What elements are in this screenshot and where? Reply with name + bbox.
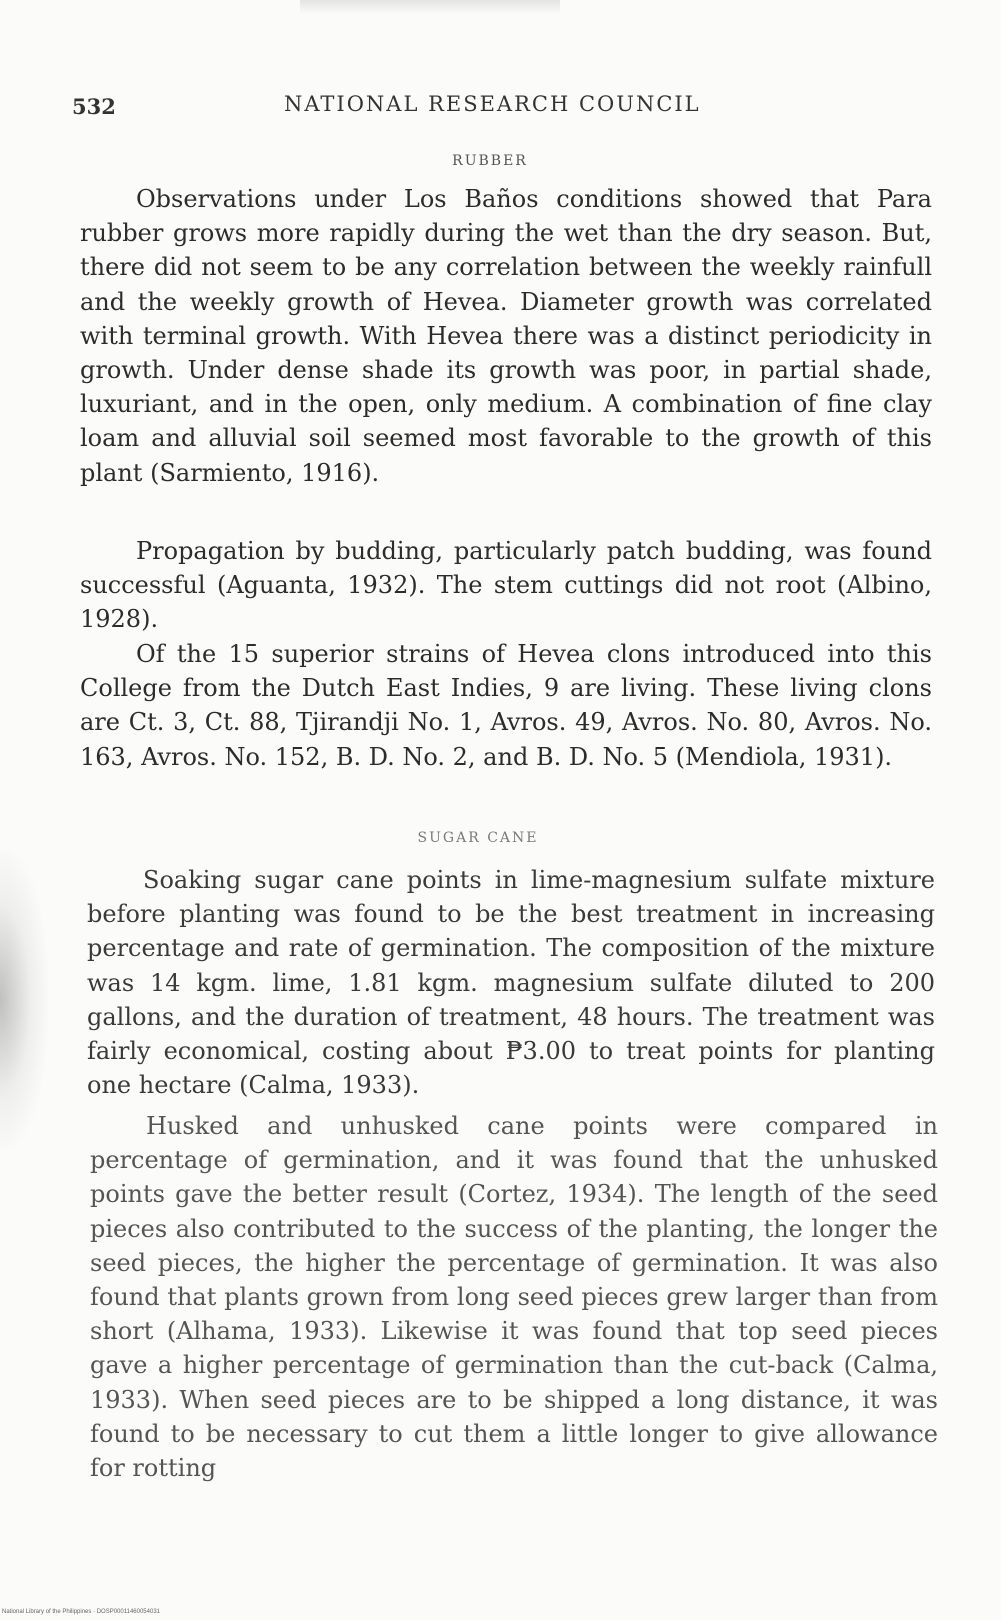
scan-shadow-left [0, 850, 48, 1150]
running-head: NATIONAL RESEARCH COUNCIL [284, 92, 701, 116]
paragraph-text: Propagation by budding, particularly patch budding, was found successful (Aguanta, 1932). The stem cuttings did not root (Albino, 1928). [80, 537, 932, 634]
paragraph [80, 534, 932, 637]
section-title-sugar-cane: SUGAR CANE [417, 830, 539, 846]
paragraph-text: Of the 15 superior strains of Hevea clons introduced into this College from the Dutch East Indies, 9 are living. These living clons are Ct. 3, Ct. 88, Tjirandji No. 1, Avros. 49, Avros. No. 80, Avros. No. 163, Avros. No. 152, B. D. No. 2, and B. D. No. 5 (Mendiola, 1931). [80, 640, 932, 771]
section-title-rubber: RUBBER [452, 153, 528, 169]
scan-footer: National Library of the Philippines · DOSP00011460054031 [2, 1609, 160, 1615]
paragraph-text: Husked and unhusked cane points were compared in percentage of germination, and it was found that the unhusked points gave the better result (Cortez, 1934). The length of the seed pieces also contributed to the success of the planting, the longer the seed pieces, the higher the percentage of germination. It was also found that plants grown from long seed pieces grew larger than from short (Alhama, 1933). Likewise it was found that top seed pieces gave a higher percentage of germination than the cut-back (Calma, 1933). When seed pieces are to be shipped a long distance, it was found to be necessary to cut them a little longer to give allowance for rotting [90, 1112, 938, 1483]
paragraph-text: Observations under Los Baños conditions showed that Para rubber grows more rapidly during the wet than the dry season. But, there did not seem to be any correlation between the weekly rainfull and the weekly growth of Hevea. Diameter growth was correlated with terminal growth. With Hevea there was a distinct periodicity in growth. Under dense shade its growth was poor, in partial shade, luxuriant, and in the open, only medium. A combination of fine clay loam and alluvial soil seemed most favorable to the growth of this plant (Sarmiento, 1916). [80, 185, 932, 487]
paragraph [87, 863, 935, 1102]
scan-shadow-top [300, 0, 560, 14]
paragraph [80, 637, 932, 774]
paragraph-text: Soaking sugar cane points in lime-magnesium sulfate mixture before planting was found to be the best treatment in increasing percentage and rate of germination. The composition of the mixture was 14 kgm. lime, 1.81 kgm. magnesium sulfate diluted to 200 gallons, and the duration of treatment, 48 hours. The treatment was fairly economical, costing about ₱3.00 to treat points for planting one hectare (Calma, 1933). [87, 866, 935, 1100]
paragraph [90, 1109, 938, 1485]
page-number: 532 [72, 94, 116, 119]
page-header [72, 92, 952, 132]
paragraph [80, 182, 932, 490]
